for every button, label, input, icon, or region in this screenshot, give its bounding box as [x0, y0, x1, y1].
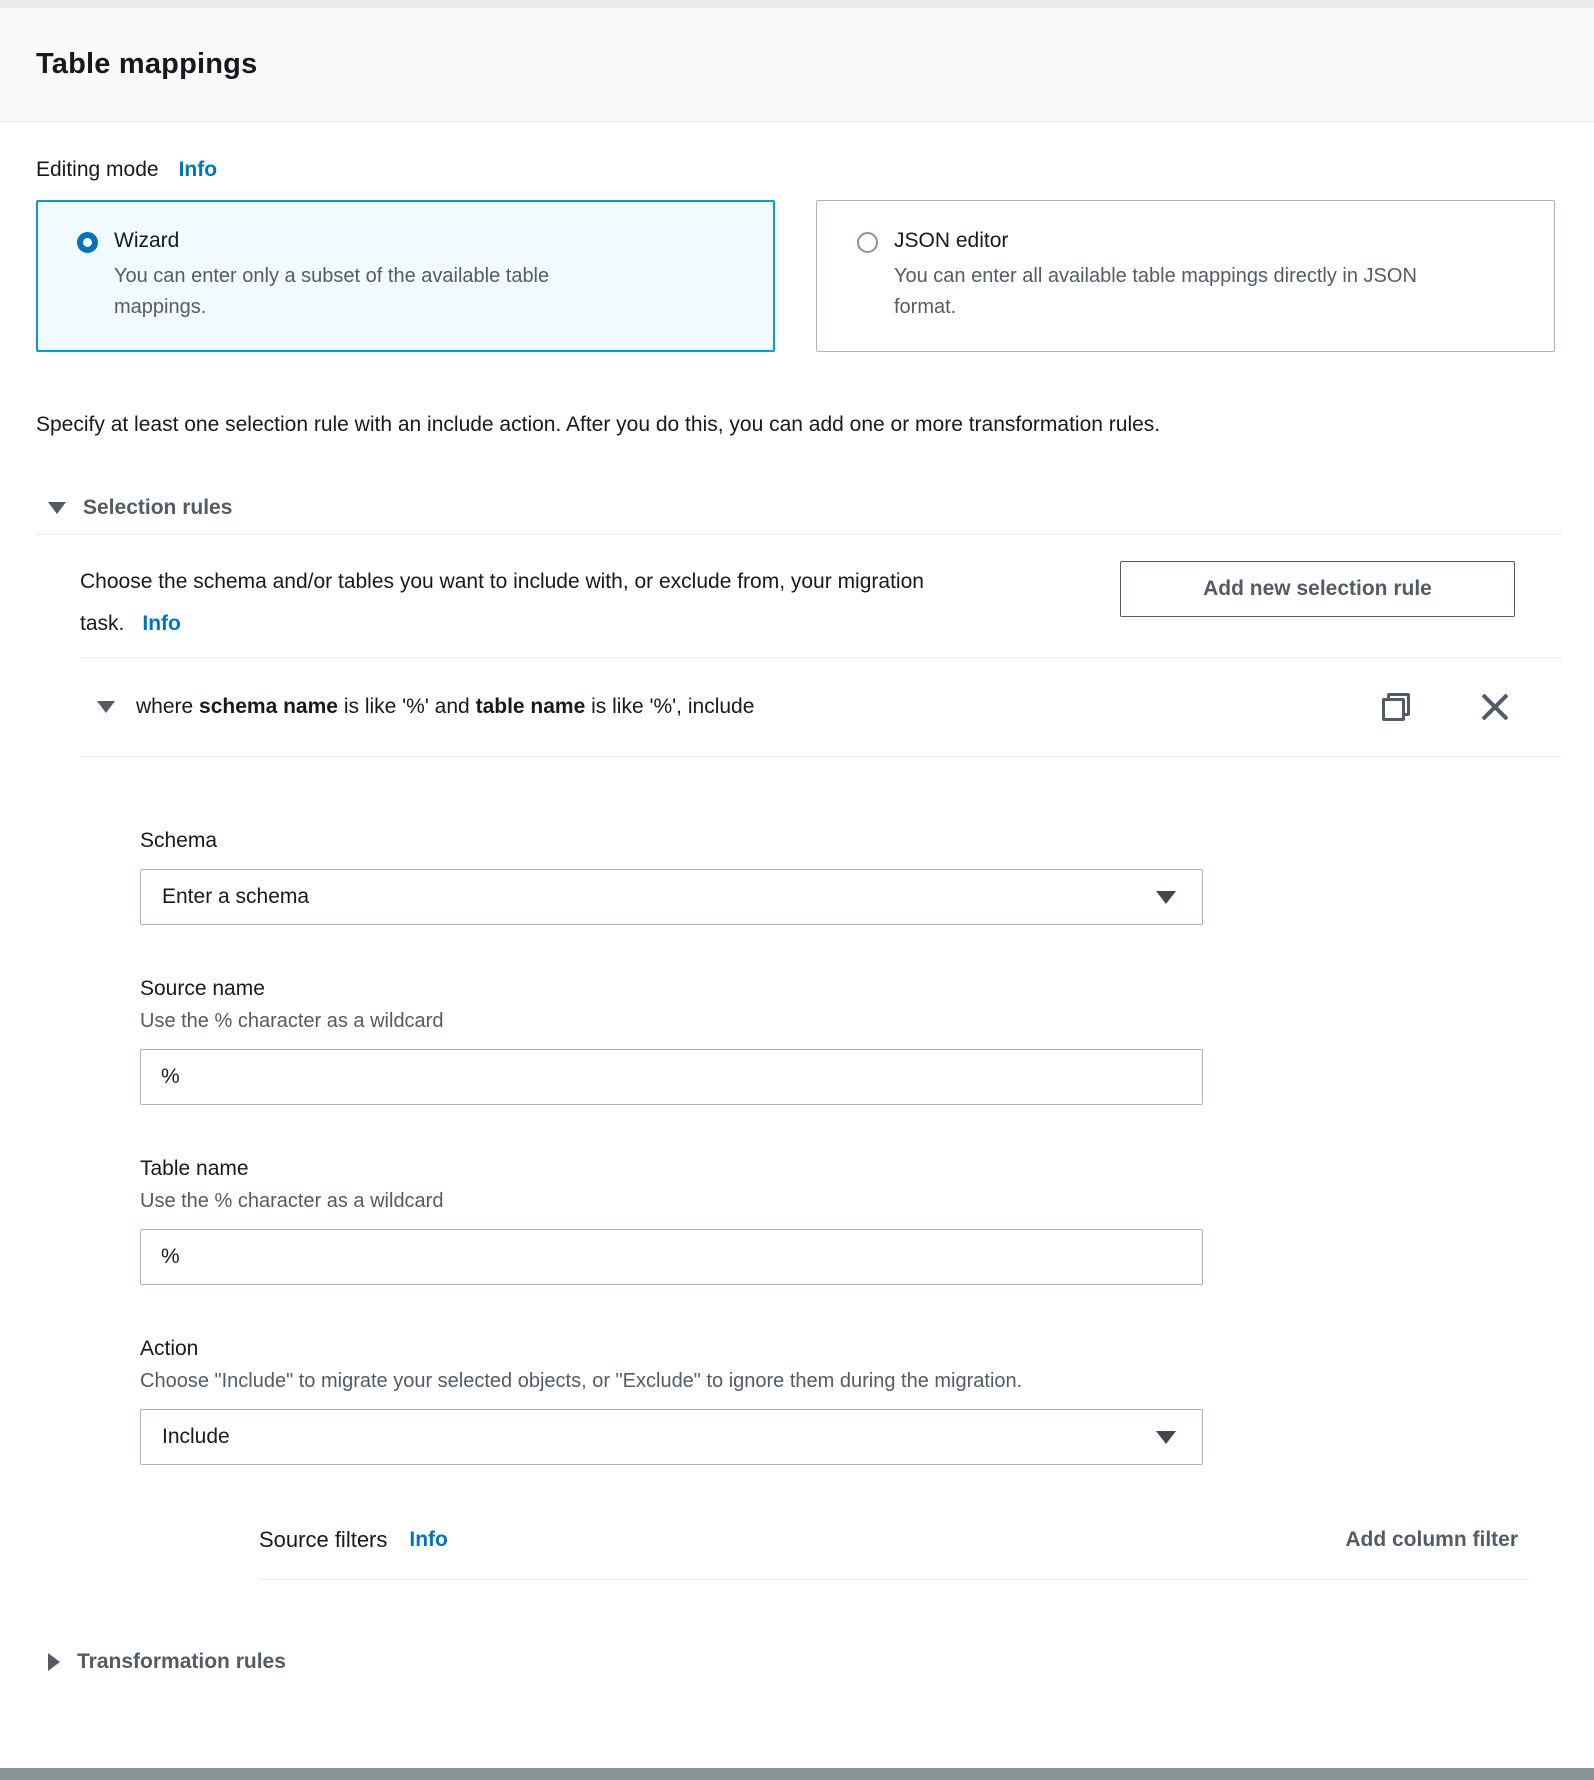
json-editor-option-label: JSON editor	[894, 229, 1009, 252]
schema-select[interactable]	[140, 869, 1203, 925]
rule-summary-tail: is like '%', include	[591, 695, 755, 718]
selection-rules-description-row	[80, 561, 1562, 645]
source-filters-section	[259, 1527, 1530, 1580]
action-field	[140, 1337, 1203, 1465]
schema-field	[140, 829, 1203, 925]
selection-rules-section-header[interactable]	[36, 496, 1562, 520]
chevron-down-icon	[1156, 891, 1176, 904]
wizard-option-card[interactable]	[36, 200, 775, 352]
source-name-hint: Use the % character as a wildcard	[140, 1010, 444, 1032]
chevron-down-icon	[1156, 1431, 1176, 1444]
wizard-radio-checked[interactable]	[77, 232, 98, 253]
page-title: Table mappings	[36, 48, 258, 80]
footer-bar	[0, 1768, 1594, 1780]
selection-rule-header-row[interactable]	[80, 658, 1562, 756]
selection-rules-intro-text: Specify at least one selection rule with an include action. After you do this, you can add one or more transformation rules.	[36, 413, 1161, 436]
selection-rule-actions	[1382, 692, 1510, 722]
rule-summary-schema-name: schema name	[199, 695, 338, 718]
source-filters-header-row	[259, 1527, 1530, 1553]
selection-rule-form	[140, 829, 1203, 1465]
wizard-option-label: Wizard	[114, 229, 180, 252]
selection-rules-description-text: Choose the schema and/or tables you want to include with, or exclude from, your migration task.	[80, 570, 924, 635]
json-editor-option-card[interactable]	[816, 200, 1555, 352]
rule-summary-table-name: table name	[475, 695, 586, 718]
divider	[259, 1579, 1530, 1580]
json-editor-radio-unchecked[interactable]	[857, 232, 878, 253]
json-editor-option-description: You can enter all available table mappings directly in JSON format.	[894, 265, 1417, 318]
chevron-down-icon	[97, 701, 115, 713]
rule-summary-where: where	[136, 695, 194, 718]
table-name-input[interactable]	[140, 1229, 1203, 1285]
table-name-label: Table name	[140, 1157, 249, 1180]
panel-header	[0, 8, 1594, 122]
selection-rule-summary	[136, 695, 754, 719]
transformation-rules-section-header[interactable]	[36, 1650, 1562, 1674]
remove-rule-icon[interactable]	[1480, 692, 1510, 722]
wizard-option-text	[114, 229, 594, 323]
json-editor-option-text	[894, 229, 1439, 323]
editing-mode-options	[36, 200, 1562, 352]
chevron-right-icon	[48, 1653, 60, 1671]
transformation-rules-title: Transformation rules	[77, 1650, 286, 1673]
action-label: Action	[140, 1337, 199, 1360]
source-filters-title: Source filters	[259, 1527, 388, 1552]
action-hint: Choose "Include" to migrate your selected objects, or "Exclude" to ignore them during the migration.	[140, 1370, 1023, 1392]
schema-select-value: Enter a schema	[162, 885, 310, 908]
selection-rules-body	[80, 561, 1562, 1580]
chevron-down-icon	[48, 502, 66, 514]
panel-content	[0, 122, 1594, 1674]
duplicate-rule-icon[interactable]	[1382, 693, 1410, 721]
selection-rules-title: Selection rules	[83, 496, 233, 519]
source-filters-info-link[interactable]: Info	[409, 1528, 448, 1551]
schema-label: Schema	[140, 829, 218, 852]
source-name-field	[140, 977, 1203, 1105]
add-column-filter-button[interactable]: Add column filter	[1345, 1528, 1518, 1551]
action-select[interactable]	[140, 1409, 1203, 1465]
divider	[80, 756, 1562, 757]
action-select-value: Include	[162, 1425, 230, 1448]
divider	[36, 534, 1562, 535]
editing-mode-label: Editing mode	[36, 158, 159, 181]
table-name-hint: Use the % character as a wildcard	[140, 1190, 444, 1212]
rule-summary-mid: is like '%' and	[343, 695, 470, 718]
editing-mode-row	[36, 158, 1562, 182]
source-name-input[interactable]	[140, 1049, 1203, 1105]
table-name-field	[140, 1157, 1203, 1285]
selection-rules-description	[80, 561, 950, 645]
add-selection-rule-button[interactable]: Add new selection rule	[1120, 561, 1515, 617]
selection-rules-info-link[interactable]: Info	[142, 612, 181, 635]
top-strip	[0, 0, 1594, 8]
wizard-option-description: You can enter only a subset of the available table mappings.	[114, 265, 550, 318]
source-name-label: Source name	[140, 977, 265, 1000]
editing-mode-info-link[interactable]: Info	[178, 158, 218, 181]
